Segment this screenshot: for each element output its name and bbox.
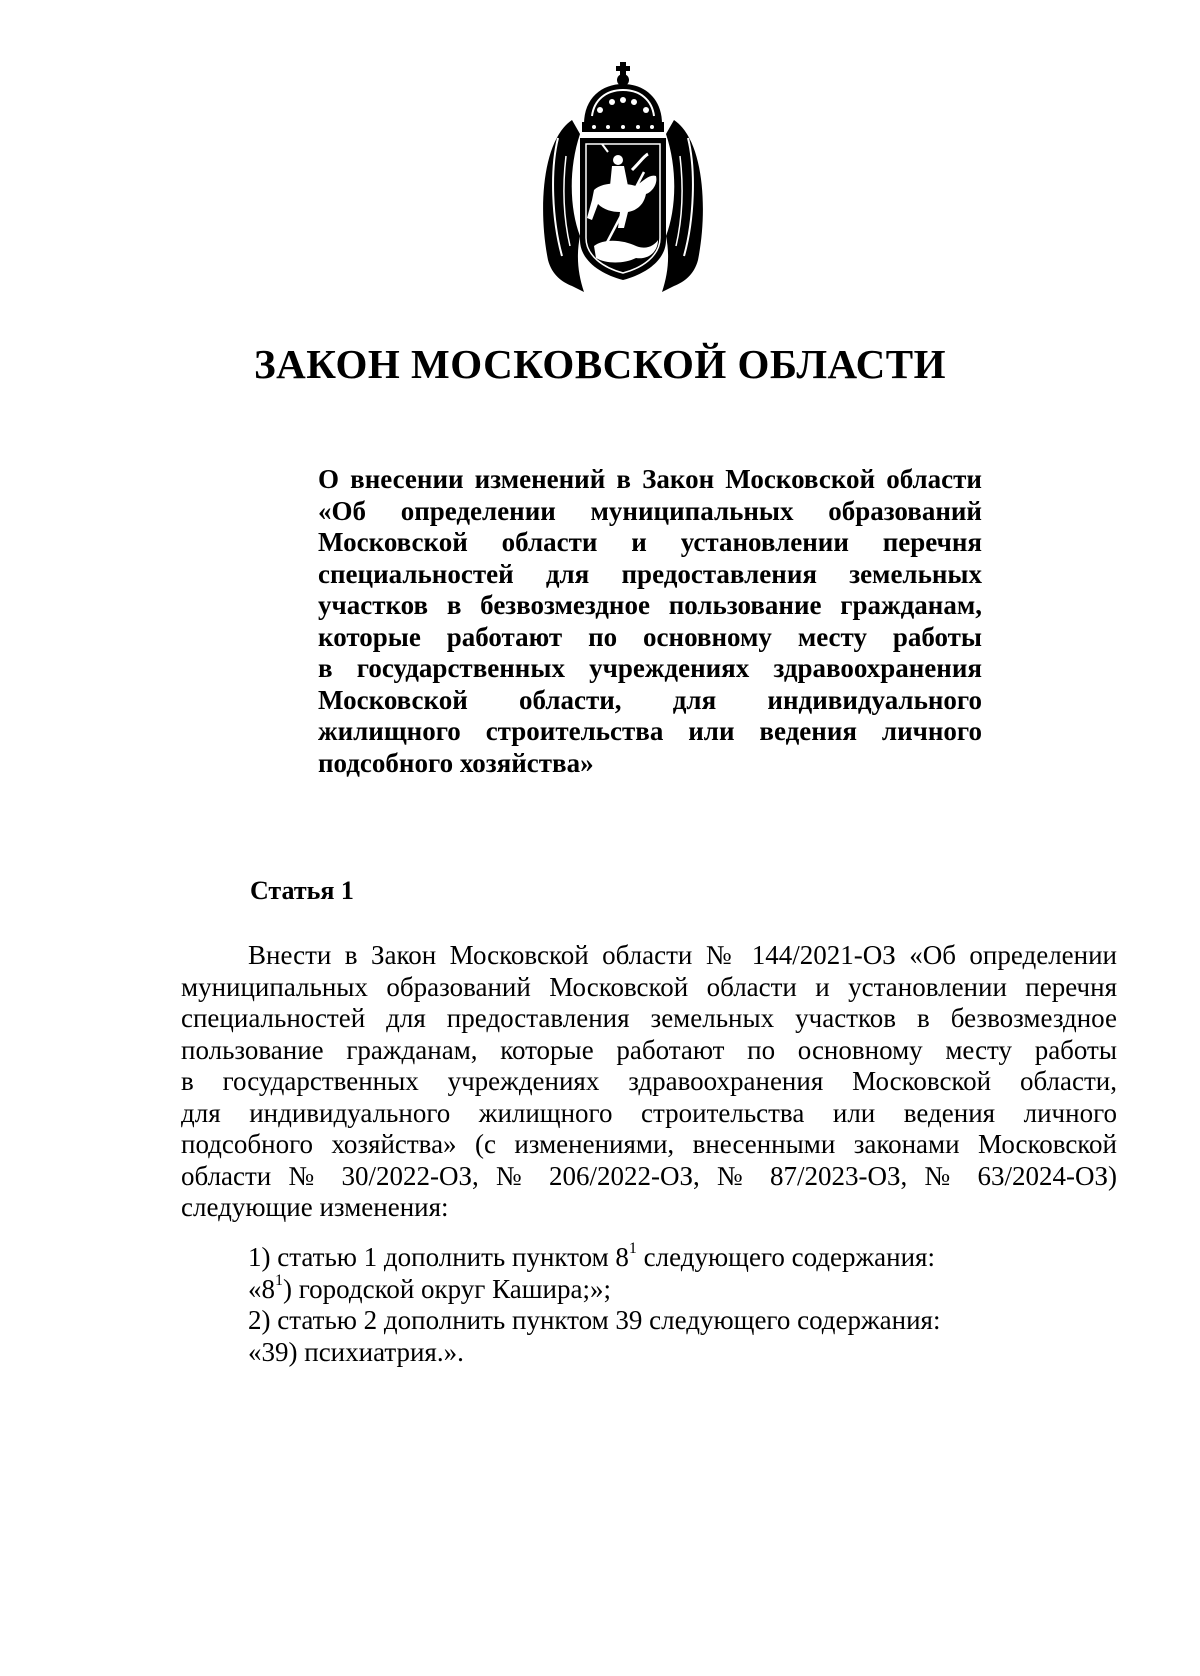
change-text: ) городской округ Кашира;»; (283, 1273, 611, 1304)
change-text: 1) статью 1 дополнить пунктом 8 (248, 1242, 629, 1272)
subject-line: специальностей для предоставления земельных (318, 558, 982, 589)
article-body (181, 940, 1117, 1224)
body-line: муниципальных образований Московской области и установлении перечня (181, 971, 1117, 1002)
body-line: для индивидуального жилищного строительства или ведения личного (181, 1097, 1117, 1128)
article-heading: Статья 1 (250, 876, 354, 905)
body-line: в государственных учреждениях здравоохранения Московской области, (181, 1066, 1117, 1096)
superscript: 1 (628, 1240, 637, 1257)
law-subject (318, 464, 982, 779)
subject-line: Московской области и установлении перечня (318, 527, 982, 557)
body-line: подсобного хозяйства» (с изменениями, внесенными законами Московской (181, 1129, 1117, 1159)
change-item (248, 1271, 940, 1306)
body-line: пользование гражданам, которые работают по основному месту работы (181, 1034, 1117, 1065)
subject-line: которые работают по основному месту работы (318, 621, 982, 652)
change-item: «39) психиатрия.». (248, 1336, 464, 1367)
body-line: следующие изменения: (181, 1192, 449, 1222)
subject-line: в государственных учреждениях здравоохранения (318, 653, 982, 683)
body-line: специальностей для предоставления земельных участков в безвозмездное (181, 1003, 1117, 1033)
document-title: ЗАКОН МОСКОВСКОЙ ОБЛАСТИ (254, 341, 946, 387)
change-item: 2) статью 2 дополнить пунктом 39 следующего содержания: (248, 1305, 941, 1335)
subject-line: участков в безвозмездное пользование гражданам, (318, 590, 982, 620)
changes-list (248, 1242, 940, 1368)
coat-of-arms-emblem (532, 60, 714, 295)
subject-line: жилищного строительства или ведения личного (318, 716, 982, 746)
subject-line: «Об определении муниципальных образований (318, 495, 982, 526)
body-line: области № 30/2022-ОЗ, № 206/2022-ОЗ, № 87/2023-ОЗ, № 63/2024-ОЗ) (181, 1160, 1117, 1191)
change-text: следующего содержания: (636, 1242, 935, 1272)
subject-line: О внесении изменений в Закон Московской области (318, 464, 982, 494)
change-text: «8 (248, 1273, 275, 1304)
subject-line: Московской области, для индивидуального (318, 684, 982, 715)
body-line: Внести в Закон Московской области № 144/2021-ОЗ «Об определении (248, 940, 1117, 970)
change-item (248, 1242, 940, 1274)
superscript: 1 (275, 1271, 283, 1289)
subject-line: подсобного хозяйства» (318, 747, 594, 778)
